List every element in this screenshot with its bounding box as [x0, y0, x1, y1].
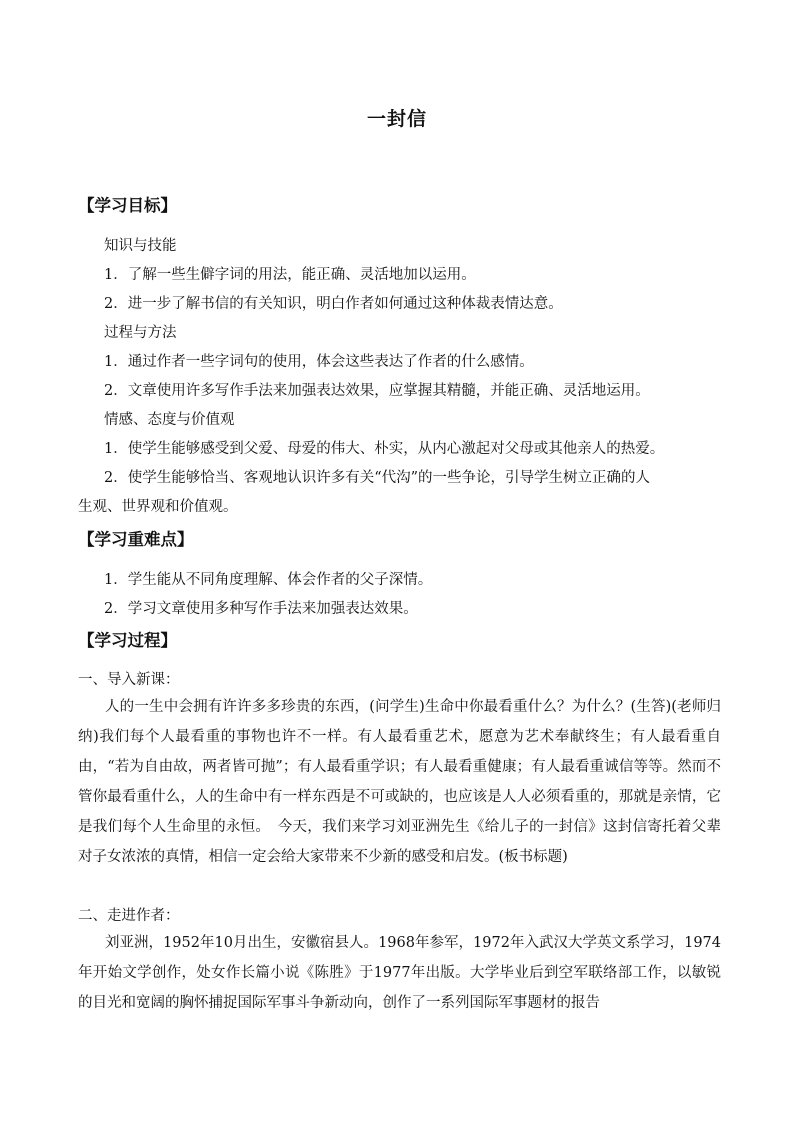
- emotion-item-1: 1．使学生能够感受到父爱、母爱的伟大、朴实，从内心激起对父母或其他亲人的热爱。: [104, 441, 665, 457]
- intro-paragraph: 人的一生中会拥有许许多多珍贵的东西，(问学生)生命中你最看重什么？为什么？(生答)(老师归纳)我们每个人最看重的事物也许不一样。有人最看重艺术，愿意为艺术奉献终生；有人最看重自由，“若为自由故，两者皆可抛”；有人最看重学识；有人最看重健康；有人最看重诚信等等。然而不管你最看重什么，人的生命中有一样东西是不可或缺的，也应该是人人必须看重的，那就是亲情，它是我们每个人生命里的永恒。 今天，我们来学习刘亚洲先生《给儿子的一封信》这封信寄托着父辈对子女浓浓的真情，相信一定会给大家带来不少新的感受和启发。(板书标题): [78, 699, 721, 865]
- objectives-heading: 【学习目标】: [78, 196, 177, 215]
- knowledge-item-1: 1．了解一些生僻字词的用法，能正确、灵活地加以运用。: [104, 267, 476, 283]
- process-item-2: 2．文章使用许多写作手法来加强表达效果，应掌握其精髓，并能正确、灵活地运用。: [104, 383, 650, 399]
- intro-heading: 一、导入新课：: [78, 672, 180, 688]
- knowledge-item-2: 2．进一步了解书信的有关知识，明白作者如何通过这种体裁表情达意。: [104, 296, 563, 312]
- learning-process-heading: 【学习过程】: [78, 631, 177, 650]
- process-method-heading: 过程与方法: [104, 325, 177, 341]
- author-paragraph: 刘亚洲，1952年10月出生，安徽宿县人。1968年参军，1972年入武汉大学英文系学习，1974年开始文学创作，处女作长篇小说《陈胜》于1977年出版。大学毕业后到空军联络部工作，以敏锐的目光和宽阔的胸怀捕捉国际军事斗争新动向，创作了一系列国际军事题材的报告: [78, 935, 721, 1011]
- key-points-heading: 【学习重难点】: [78, 530, 194, 549]
- process-item-1: 1．通过作者一些字词句的使用，体会这些表达了作者的什么感情。: [104, 354, 534, 370]
- knowledge-heading: 知识与技能: [104, 238, 177, 254]
- emotion-item-2-line-2: 生观、世界观和价值观。: [78, 499, 238, 515]
- emotion-heading: 情感、态度与价值观: [104, 412, 235, 428]
- key-point-item-1: 1．学生能从不同角度理解、体会作者的父子深情。: [104, 572, 433, 588]
- emotion-item-2-line-1: 2．使学生能够恰当、客观地认识许多有关“代沟”的一些争论，引导学生树立正确的人: [104, 470, 651, 486]
- document-title: 一封信: [366, 108, 427, 130]
- author-heading: 二、走进作者：: [78, 908, 180, 924]
- key-point-item-2: 2．学习文章使用多种写作手法来加强表达效果。: [104, 601, 418, 617]
